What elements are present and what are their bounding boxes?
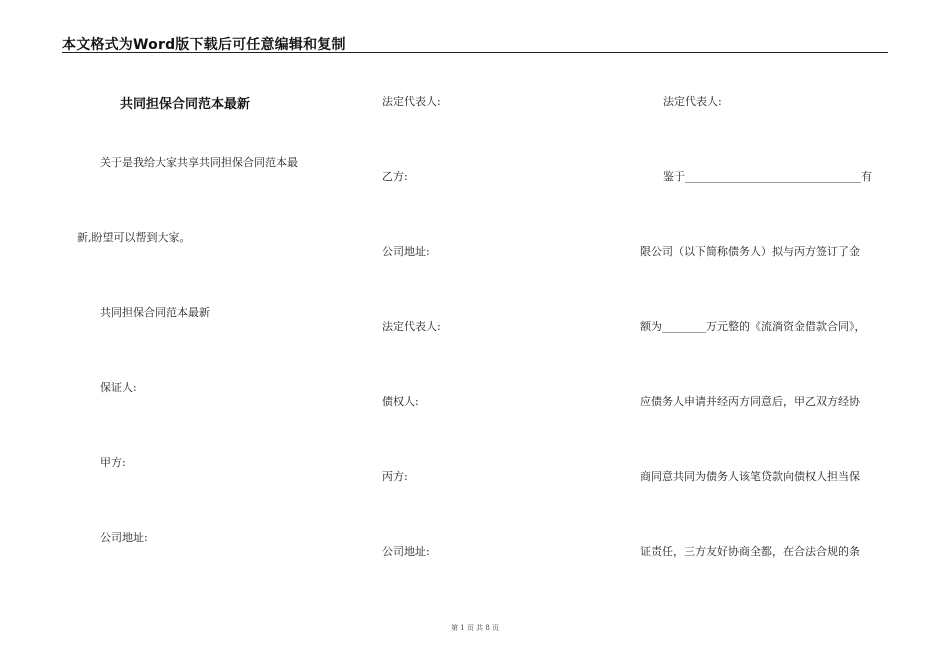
section-subtitle: 共同担保合同范本最新 (100, 306, 210, 319)
guarantor-label: 保证人: (100, 381, 137, 394)
page-footer: 第 1 页 共 8 页 (450, 624, 500, 632)
intro-line-2: 新,盼望可以帮到大家。 (77, 231, 191, 244)
company-address-label: 公司地址: (382, 245, 430, 258)
party-c-label: 丙方: (382, 470, 408, 483)
document-title: 共同担保合同范本最新 (120, 97, 251, 112)
legal-rep-label: 法定代表人: (663, 95, 722, 108)
body-line-1: 鉴于________________________________有 (663, 170, 872, 183)
legal-rep-label: 法定代表人: (382, 320, 441, 333)
body-line-6: 证责任，三方友好协商全都，在合法合规的条 (640, 545, 860, 558)
party-b-label: 乙方: (382, 170, 408, 183)
body-line-2: 限公司（以下简称债务人）拟与丙方签订了金 (640, 245, 860, 258)
legal-rep-label: 法定代表人: (382, 95, 441, 108)
body-line-3: 额为________万元整的《流淌资金借款合同》， (640, 320, 866, 333)
party-a-label: 甲方: (100, 456, 126, 469)
creditor-label: 债权人: (382, 395, 419, 408)
intro-line-1: 关于是我给大家共享共同担保合同范本最 (100, 156, 298, 169)
company-address-label: 公司地址: (100, 531, 148, 544)
company-address-label: 公司地址: (382, 545, 430, 558)
page-header (62, 34, 888, 53)
header-text: 本文格式为Word版下载后可任意编辑和复制 (62, 37, 346, 53)
body-line-4: 应债务人申请并经丙方同意后，甲乙双方经协 (640, 395, 860, 408)
body-line-5: 商同意共同为债务人该笔贷款向债权人担当保 (640, 470, 860, 483)
